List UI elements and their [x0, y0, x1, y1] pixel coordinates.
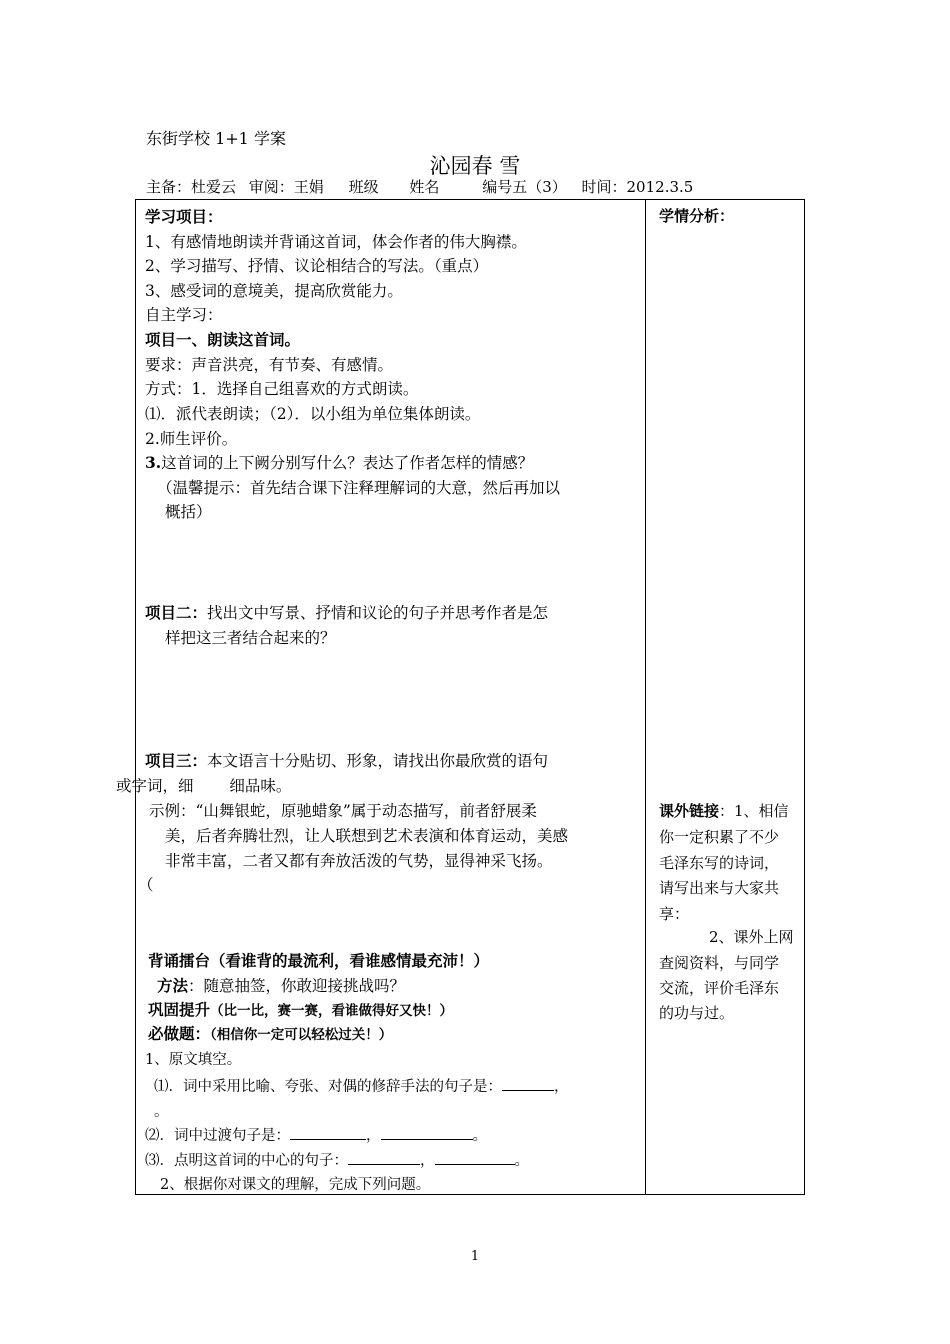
meta-row — [146, 176, 693, 197]
page-title: 沁园春 雪 — [429, 154, 521, 178]
goals-heading: 学习项目： — [145, 207, 223, 226]
project-2-line-2: 样把这三者结合起来的？ — [165, 629, 336, 647]
project-3-line-1 — [145, 749, 548, 771]
fill-3-text: ⑶．点明这首词的中心的句子： — [145, 1153, 348, 1169]
fill-3-blank-b[interactable] — [435, 1150, 515, 1165]
analysis-heading: 学情分析： — [659, 207, 735, 225]
link-label: 课外链接 — [659, 802, 720, 820]
consolidate-label: 巩固提升 — [148, 1000, 211, 1019]
project-1-heading: 项目一、朗读这首词。 — [145, 330, 301, 349]
self-study-heading: 自主学习： — [145, 306, 223, 324]
fill-3-sep: ， — [420, 1153, 435, 1169]
project-3-label: 项目三： — [145, 751, 208, 770]
meta-review: 审阅：王娟 — [248, 178, 324, 196]
goal-1: 1、有感情地朗读并背诵这首词，体会作者的伟大胸襟。 — [145, 233, 527, 251]
hint-line-2: 概括） — [165, 503, 212, 521]
consolidate-heading — [148, 998, 453, 1020]
project-2-label: 项目二： — [145, 603, 208, 622]
fill-3-blank-a[interactable] — [348, 1150, 420, 1165]
link-line-1 — [659, 800, 789, 821]
must-do-label: 必做题： — [148, 1024, 211, 1043]
school-label: 东街学校 1+1 学案 — [146, 129, 286, 148]
fill-1-text: ⑴．词中采用比喻、夸张、对偶的修辞手法的句子是： — [154, 1079, 502, 1095]
question-2: 2、根据你对课文的理解，完成下列问题。 — [160, 1177, 431, 1193]
link-line-3: 毛泽东写的诗词， — [659, 854, 780, 872]
goal-2: 2、学习描写、抒情、议论相结合的写法。（重点） — [145, 257, 489, 275]
question-3-number: 3. — [145, 453, 162, 472]
fill-2-blank-b[interactable] — [381, 1125, 473, 1140]
fill-item-1 — [154, 1075, 569, 1096]
project-1-requirement: 要求：声音洪亮，有节奏、有感情。 — [145, 356, 394, 374]
recite-method-label: 方法 — [157, 976, 189, 995]
question-3-text: 这首词的上下阙分别写什么？表达了作者怎样的情感？ — [161, 454, 534, 472]
goal-3: 3、感受词的意境美，提高欣赏能力。 — [145, 282, 403, 300]
project-3-line-2: 或字词，细 细品味。 — [116, 777, 292, 795]
stray-paren: （ — [138, 876, 154, 894]
project-2-text: 找出文中写景、抒情和议论的句子并思考作者是怎 — [207, 604, 549, 622]
table-divider — [645, 199, 646, 1195]
project-1-evaluation: 2.师生评价。 — [145, 430, 238, 448]
hint-line-1: （温馨提示：首先结合课下注释理解词的大意，然后再加以 — [157, 479, 561, 497]
page-number: 1 — [470, 1249, 480, 1264]
project-1-question-3 — [145, 451, 533, 473]
fill-1-blank[interactable] — [502, 1076, 554, 1091]
recite-method-text: ：随意抽签，你敢迎接挑战吗？ — [188, 977, 406, 995]
fill-3-end: 。 — [514, 1153, 529, 1169]
recite-heading: 背诵擂台（看谁背的最流利，看谁感情最充沛！） — [148, 951, 490, 970]
project-2-line-1 — [145, 601, 548, 623]
link-line-4: 请写出来与大家共 — [659, 879, 780, 897]
fill-2-sep: ， — [366, 1128, 381, 1144]
fill-1-sep: ， — [554, 1079, 569, 1095]
meta-number: 编号五（3） — [482, 178, 567, 196]
meta-chief: 主备：杜爱云 — [146, 178, 237, 196]
project-1-method-sub: ⑴．派代表朗读；（2）．以小组为单位集体朗读。 — [145, 405, 481, 423]
fill-item-3 — [145, 1149, 529, 1170]
link-line-5: 享： — [659, 905, 690, 923]
fill-2-text: ⑵．词中过渡句子是： — [145, 1128, 290, 1144]
example-line-1: 示例：“山舞银蛇，原驰蜡象”属于动态描写，前者舒展柔 — [149, 802, 537, 820]
example-line-2: 美，后者奔腾壮烈，让人联想到艺术表演和体育运动，美感 — [165, 827, 569, 845]
meta-time: 时间：2012.3.5 — [581, 178, 694, 196]
link-line-2: 你一定积累了不少 — [659, 828, 780, 846]
recite-method — [157, 974, 405, 996]
link-line-8: 交流，评价毛泽东 — [659, 979, 780, 997]
consolidate-note: （比一比，赛一赛，看谁做得好又快！） — [210, 1003, 454, 1019]
fill-heading: 1、原文填空。 — [145, 1052, 242, 1068]
fill-2-blank-a[interactable] — [290, 1125, 366, 1140]
project-3-text: 本文语言十分贴切、形象，请找出你最欣赏的语句 — [207, 752, 549, 770]
link-line-1-text: ：1、相信 — [719, 802, 789, 820]
must-do-heading — [148, 1022, 392, 1044]
link-line-6: 2、课外上网 — [709, 928, 794, 946]
fill-1-end: 。 — [154, 1104, 169, 1120]
fill-2-end: 。 — [472, 1128, 487, 1144]
meta-class: 班级 — [348, 178, 379, 196]
meta-name: 姓名 — [409, 178, 440, 196]
project-1-method: 方式：1．选择自己组喜欢的方式朗读。 — [145, 380, 419, 398]
example-line-3: 非常丰富，二者又都有奔放活泼的气势，显得神采飞扬。 — [165, 852, 553, 870]
fill-item-2 — [145, 1124, 487, 1145]
must-do-note: （相信你一定可以轻松过关！） — [210, 1027, 393, 1043]
link-line-7: 查阅资料，与同学 — [659, 954, 780, 972]
link-line-9: 的功与过。 — [659, 1004, 735, 1022]
